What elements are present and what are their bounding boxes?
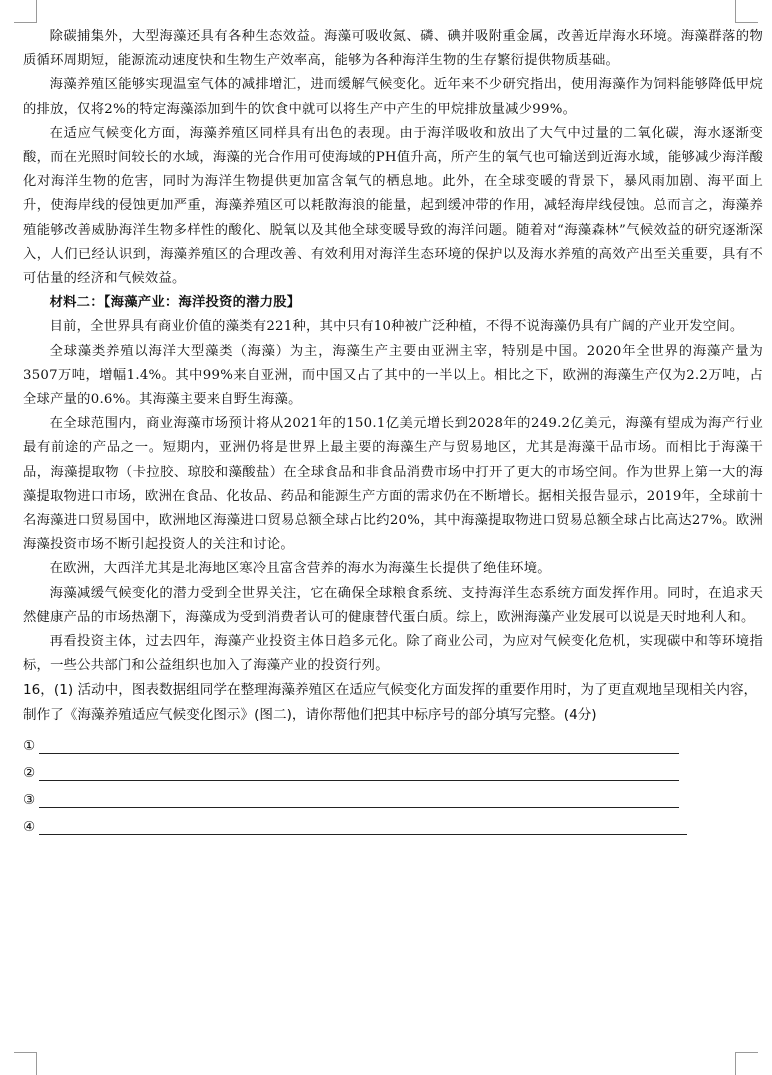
answer-number: ③: [23, 792, 36, 809]
paragraph-emission-reduction: 海藻养殖区能够实现温室气体的减排增汇，进而缓解气候变化。近年来不少研究指出，使用海藻作为饲料能够降低甲烷的排放，仅将2%的特定海藻添加到牛的饮食中就可以将生产中产生的甲烷排放量减少99%。: [23, 77, 763, 117]
answer-line-3: [23, 781, 763, 808]
crop-mark-bottom-right: [735, 1052, 758, 1075]
answer-line-2: [23, 754, 763, 781]
answer-blank[interactable]: [39, 737, 679, 754]
document-page: [23, 25, 763, 835]
crop-mark-top-right: [735, 0, 758, 23]
answer-number: ④: [23, 819, 36, 836]
crop-mark-bottom-left: [14, 1052, 37, 1075]
answer-number: ①: [23, 738, 36, 755]
answer-number: ②: [23, 765, 36, 782]
crop-mark-top-left: [14, 0, 37, 23]
answer-blank[interactable]: [39, 764, 679, 781]
answer-line-4: [23, 808, 763, 835]
paragraph-investors: 再看投资主体，过去四年，海藻产业投资主体日趋多元化。除了商业公司，为应对气候变化危机，实现碳中和等环境指标，一些公共部门和公益组织也加入了海藻产业的投资行列。: [23, 634, 763, 674]
paragraph-market: 在全球范围内，商业海藻市场预计将从2021年的150.1亿美元增长到2028年的249.2亿美元，海藻有望成为海产行业最有前途的产品之一。短期内，亚洲仍将是世界上最主要的海藻生产与贸易地区，尤其是海藻干品市场。而相比于海藻干品，海藻提取物（卡拉胶、琼胶和藻酸盐）在全球食品和非食品消费市场中打开了更大的市场空间。作为世界上第一大的海藻提取物进口市场，欧洲在食品、化妆品、药品和能源生产方面的需求仍在不断增长。据相关报告显示，2019年，全球前十名海藻进口贸易国中，欧洲地区海藻进口贸易总额全球占比约20%，其中海藻提取物进口贸易总额全球占比高达27%。欧洲海藻投资市场不断引起投资人的关注和讨论。: [23, 416, 763, 553]
paragraph-production: 全球藻类养殖以海洋大型藻类（海藻）为主，海藻生产主要由亚洲主宰，特别是中国。2020年全世界的海藻产量为3507万吨，增幅1.4%。其中99%来自亚洲，而中国又占了其中的一半以上。相比之下，欧洲的海藻生产仅为2.2万吨，占全球产量的0.6%。其海藻主要来自野生海藻。: [23, 343, 763, 408]
paragraph-species: 目前，全世界具有商业价值的藻类有221种，其中只有10种被广泛种植，不得不说海藻仍具有广阔的产业开发空间。: [49, 319, 744, 335]
answer-blank[interactable]: [39, 818, 687, 835]
paragraph-carbon-capture: 除碳捕集外，大型海藻还具有各种生态效益。海藻可吸收氮、磷、碘并吸附重金属，改善近岸海水环境。海藻群落的物质循环周期短，能源流动速度快和生物生产效率高，能够为各种海洋生物的生存繁衍提供物质基础。: [23, 29, 763, 69]
answer-line-1: [23, 727, 763, 754]
answer-blank[interactable]: [39, 791, 679, 808]
material2-heading: 材料二：【海藻产业：海洋投资的潜力股】: [49, 295, 301, 311]
paragraph-potential: 海藻减缓气候变化的潜力受到全世界关注，它在确保全球粮食系统、支持海洋生态系统方面发挥作用。同时，在追求天然健康产品的市场热潮下，海藻成为受到消费者认可的健康替代蛋白质。综上，欧洲海藻产业发展可以说是天时地利人和。: [23, 585, 763, 625]
question-16-1: 16，(1) 活动中，图表数据组同学在整理海藻养殖区在适应气候变化方面发挥的重要作用时，为了更直观地呈现相关内容，制作了《海藻养殖适应气候变化图示》(图二)，请你帮他们把其中标序号的部分填写完整。(4分): [23, 682, 758, 723]
paragraph-north-sea: 在欧洲，大西洋尤其是北海地区寒冷且富含营养的海水为海藻生长提供了绝佳环境。: [49, 561, 551, 577]
paragraph-climate-adaptation: 在适应气候变化方面，海藻养殖区同样具有出色的表现。由于海洋吸收和放出了大气中过量的二氧化碳，海水逐渐变酸，而在光照时间较长的水域，海藻的光合作用可使海域的PH值升高，所产生的氧气也可输送到近海水域，能够减少海洋酸化对海洋生物的危害，同时为海洋生物提供更加富含氧气的栖息地。此外，在全球变暖的背景下，暴风雨加剧、海平面上升，使海岸线的侵蚀更加严重，海藻养殖区可以耗散海浪的能量，起到缓冲带的作用，减轻海岸线侵蚀。总而言之，海藻养殖能够改善威胁海洋生物多样性的酸化、脱氧以及其他全球变暖导致的海洋问题。随着对“海藻森林”气候效益的研究逐渐深入，人们已经认识到，海藻养殖区的合理改善、有效利用对海洋生态环境的保护以及海水养殖的高效产出至关重要，具有不可估量的经济和气候效益。: [23, 125, 763, 287]
